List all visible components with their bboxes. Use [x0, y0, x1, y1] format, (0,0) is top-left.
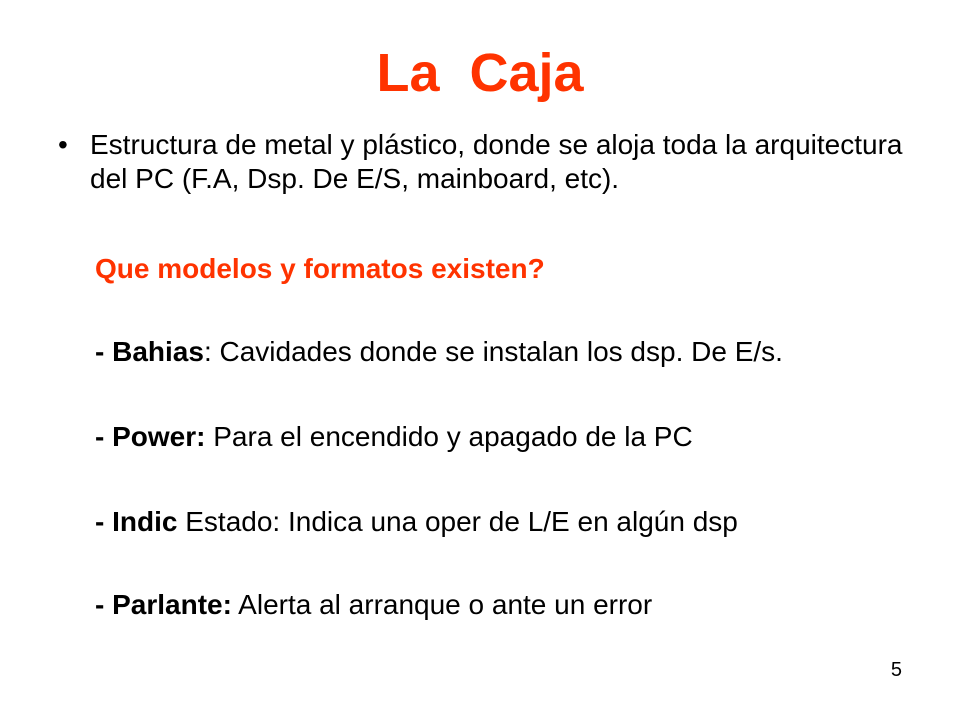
bullet-item [58, 128, 918, 196]
item-description: Estado: Indica una oper de L/E en algún dsp [177, 506, 738, 537]
bullet-icon: • [58, 129, 68, 160]
list-item-bahias [95, 335, 783, 369]
item-term: - Bahias [95, 336, 204, 367]
list-item-power [95, 420, 693, 454]
item-term: - Power: [95, 421, 206, 452]
question-heading: Que modelos y formatos existen? [95, 253, 545, 284]
page-number: 5 [890, 659, 902, 681]
list-item-indic [95, 505, 738, 539]
item-term: - Indic [95, 506, 178, 537]
list-item-parlante [95, 588, 652, 622]
item-term: - Parlante: [95, 589, 232, 620]
bullet-text: Estructura de metal y plástico, donde se aloja toda la arquitectura del PC (F.A, Dsp. De E/S, mainboard, etc). [90, 129, 903, 194]
item-description: Para el encendido y apagado de la PC [205, 421, 693, 452]
slide-title: La Caja [376, 43, 584, 103]
item-description: Cavidades donde se instalan los dsp. De E/s. [211, 336, 783, 367]
item-separator: : [203, 336, 212, 367]
item-description: Alerta al arranque o ante un error [231, 589, 653, 620]
